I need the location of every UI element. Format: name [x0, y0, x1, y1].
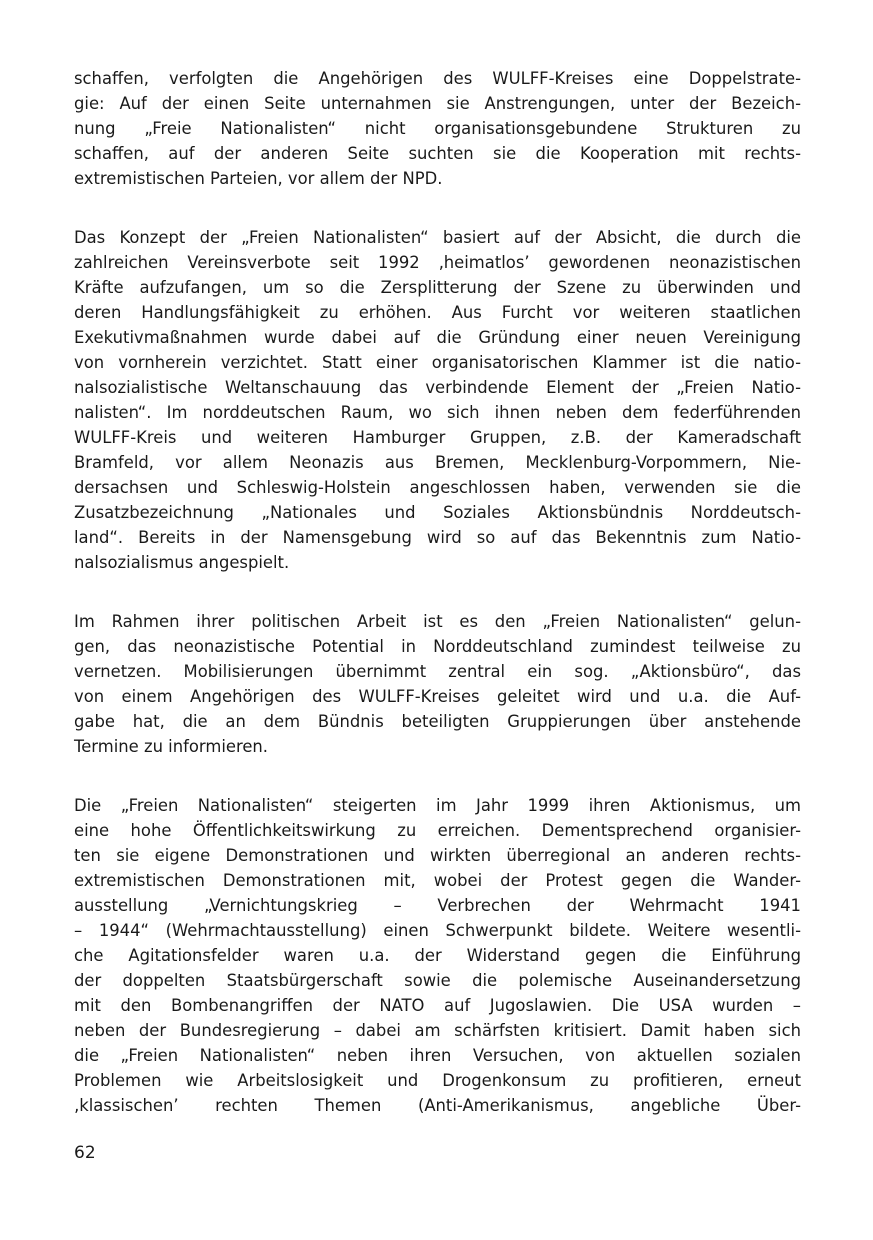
text-line: dersachsen und Schleswig-Holstein angeschlossen haben, verwenden sie die: [74, 478, 801, 497]
text-line: ten sie eigene Demonstrationen und wirkten überregional an anderen rechts-: [74, 846, 801, 865]
paragraph-3: [74, 609, 801, 759]
text-line: Exekutivmaßnahmen wurde dabei auf die Gründung einer neuen Vereinigung: [74, 328, 801, 347]
text-line: deren Handlungsfähigkeit zu erhöhen. Aus Furcht vor weiteren staatlichen: [74, 303, 801, 322]
text-line: nung „Freie Nationalisten“ nicht organisationsgebundene Strukturen zu: [74, 119, 801, 138]
text-line: nalsozialismus angespielt.: [74, 553, 290, 572]
text-line: Bramfeld, vor allem Neonazis aus Bremen, Mecklenburg-Vorpommern, Nie-: [74, 453, 801, 472]
text-line: Problemen wie Arbeitslosigkeit und Drogenkonsum zu profitieren, erneut: [74, 1071, 801, 1090]
paragraph-4: [74, 793, 801, 1118]
text-line: Im Rahmen ihrer politischen Arbeit ist es den „Freien Nationalisten“ gelun-: [74, 612, 801, 631]
text-line: mit den Bombenangriffen der NATO auf Jugoslawien. Die USA wurden –: [74, 996, 801, 1015]
text-line: die „Freien Nationalisten“ neben ihren Versuchen, von aktuellen sozialen: [74, 1046, 801, 1065]
text-line: nalisten“. Im norddeutschen Raum, wo sich ihnen neben dem federführenden: [74, 403, 801, 422]
paragraph-1: [74, 66, 801, 191]
text-line: extremistischen Parteien, vor allem der NPD.: [74, 169, 443, 188]
text-line: ausstellung „Vernichtungskrieg – Verbrechen der Wehrmacht 1941: [74, 896, 801, 915]
text-line: Zusatzbezeichnung „Nationales und Soziales Aktionsbündnis Norddeutsch-: [74, 503, 801, 522]
text-line: schaffen, auf der anderen Seite suchten sie die Kooperation mit rechts-: [74, 144, 801, 163]
page-number: 62: [74, 1143, 96, 1163]
text-line: extremistischen Demonstrationen mit, wobei der Protest gegen die Wander-: [74, 871, 801, 890]
text-line: Das Konzept der „Freien Nationalisten“ basiert auf der Absicht, die durch die: [74, 228, 801, 247]
text-line: Kräfte aufzufangen, um so die Zersplitterung der Szene zu überwinden und: [74, 278, 801, 297]
text-line: Termine zu informieren.: [74, 737, 269, 756]
text-line: nalsozialistische Weltanschauung das verbindende Element der „Freien Natio-: [74, 378, 801, 397]
text-line: eine hohe Öffentlichkeitswirkung zu erreichen. Dementsprechend organisier-: [74, 821, 801, 840]
text-line: neben der Bundesregierung – dabei am schärfsten kritisiert. Damit haben sich: [74, 1021, 801, 1040]
text-line: vernetzen. Mobilisierungen übernimmt zentral ein sog. „Aktionsbüro“, das: [74, 662, 801, 681]
text-line: gie: Auf der einen Seite unternahmen sie Anstrengungen, unter der Bezeich-: [74, 94, 801, 113]
text-line: von vornherein verzichtet. Statt einer organisatorischen Klammer ist die natio-: [74, 353, 801, 372]
text-line: gen, das neonazistische Potential in Norddeutschland zumindest teilweise zu: [74, 637, 801, 656]
text-line: ‚klassischen’ rechten Themen (Anti-Amerikanismus, angebliche Über-: [74, 1096, 801, 1115]
text-line: der doppelten Staatsbürgerschaft sowie die polemische Auseinandersetzung: [74, 971, 801, 990]
page-body: [74, 66, 801, 1118]
text-line: zahlreichen Vereinsverbote seit 1992 ‚heimatlos’ gewordenen neonazistischen: [74, 253, 801, 272]
text-line: land“. Bereits in der Namensgebung wird so auf das Bekenntnis zum Natio-: [74, 528, 801, 547]
text-line: – 1944“ (Wehrmachtausstellung) einen Schwerpunkt bildete. Weitere wesentli-: [74, 921, 801, 940]
text-line: von einem Angehörigen des WULFF-Kreises geleitet wird und u.a. die Auf-: [74, 687, 801, 706]
text-line: WULFF-Kreis und weiteren Hamburger Gruppen, z.B. der Kameradschaft: [74, 428, 801, 447]
text-line: Die „Freien Nationalisten“ steigerten im Jahr 1999 ihren Aktionismus, um: [74, 796, 801, 815]
text-line: schaffen, verfolgten die Angehörigen des WULFF-Kreises eine Doppelstrate-: [74, 69, 801, 88]
text-line: gabe hat, die an dem Bündnis beteiligten Gruppierungen über anstehende: [74, 712, 801, 731]
paragraph-2: [74, 225, 801, 575]
text-line: che Agitationsfelder waren u.a. der Widerstand gegen die Einführung: [74, 946, 801, 965]
